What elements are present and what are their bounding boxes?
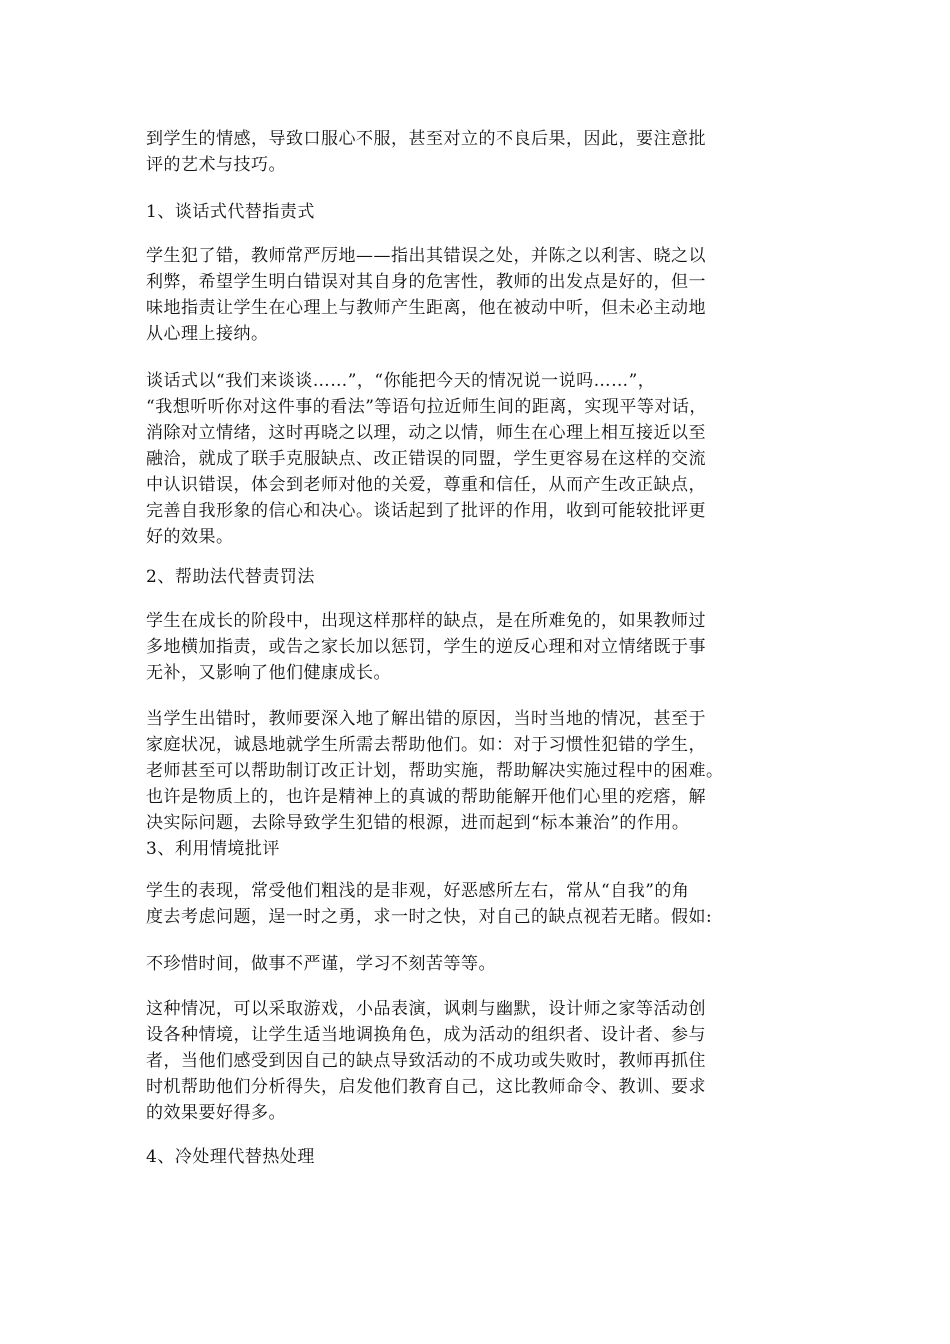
- text-line: 中认识错误，体会到老师对他的关爱，尊重和信任，从而产生改正缺点，: [146, 475, 706, 495]
- text-line: 无补，又影响了他们健康成长。: [146, 663, 391, 683]
- paragraph-section-1-b: [146, 368, 812, 550]
- paragraph-section-2-b: [146, 706, 812, 862]
- text-line: 者，当他们感受到因自己的缺点导致活动的不成功或失败时，教师再抓住: [146, 1051, 706, 1071]
- heading-section-4: [146, 1144, 812, 1170]
- text-line: 从心理上接纳。: [146, 324, 269, 344]
- section-heading: 4、冷处理代替热处理: [146, 1147, 315, 1167]
- paragraph-section-3-c: [146, 996, 812, 1126]
- text-line: 当学生出错时，教师要深入地了解出错的原因，当时当地的情况，甚至于: [146, 709, 706, 729]
- text-line: 老师甚至可以帮助制订改正计划，帮助实施，帮助解决实施过程中的困难。: [146, 761, 724, 781]
- text-line: 学生犯了错，教师常严厉地——指出其错误之处，并陈之以利害、晓之以: [146, 246, 706, 266]
- text-line: 到学生的情感，导致口服心不服，甚至对立的不良后果，因此，要注意批: [146, 129, 706, 149]
- text-line: 时机帮助他们分析得失，启发他们教育自己，这比教师命令、教训、要求: [146, 1077, 706, 1097]
- text-line: “我想听听你对这件事的看法”等语句拉近师生间的距离，实现平等对话，: [146, 397, 707, 417]
- section-heading: 1、谈话式代替指责式: [146, 202, 315, 222]
- text-line: 味地指责让学生在心理上与教师产生距离，他在被动中听，但未必主动地: [146, 298, 706, 318]
- text-line: 利弊，希望学生明白错误对其自身的危害性，教师的出发点是好的，但一: [146, 272, 706, 292]
- heading-section-2: [146, 564, 812, 590]
- text-line: 学生在成长的阶段中，出现这样那样的缺点，是在所难免的，如果教师过: [146, 611, 706, 631]
- text-line: 融洽，就成了联手克服缺点、改正错误的同盟，学生更容易在这样的交流: [146, 449, 706, 469]
- heading-section-1: [146, 199, 812, 225]
- text-line: 学生的表现，常受他们粗浅的是非观，好恶感所左右，常从“自我”的角: [146, 881, 690, 901]
- paragraph-section-1-a: [146, 243, 812, 347]
- paragraph-intro: [146, 126, 812, 178]
- text-line: 也许是物质上的，也许是精神上的真诚的帮助能解开他们心里的疙瘩，解: [146, 787, 706, 807]
- text-line: 家庭状况，诚恳地就学生所需去帮助他们。如：对于习惯性犯错的学生，: [146, 735, 706, 755]
- text-line: 度去考虑问题，逞一时之勇，求一时之快，对自己的缺点视若无睹。假如:: [146, 907, 713, 927]
- text-line: 决实际问题，去除导致学生犯错的根源，进而起到“标本兼治”的作用。: [146, 813, 690, 833]
- text-line: 的效果要好得多。: [146, 1103, 286, 1123]
- paragraph-section-3-a: [146, 878, 812, 930]
- section-heading: 2、帮助法代替责罚法: [146, 567, 315, 587]
- paragraph-section-2-a: [146, 608, 812, 686]
- text-line: 这种情况，可以采取游戏，小品表演，讽刺与幽默，设计师之家等活动创: [146, 999, 706, 1019]
- text-line: 设各种情境，让学生适当地调换角色，成为活动的组织者、设计者、参与: [146, 1025, 706, 1045]
- paragraph-section-3-b: [146, 951, 812, 977]
- text-line: 好的效果。: [146, 527, 234, 547]
- text-line: 消除对立情绪，这时再晓之以理，动之以情，师生在心理上相互接近以至: [146, 423, 706, 443]
- text-line: 评的艺术与技巧。: [146, 155, 286, 175]
- text-line: 谈话式以“我们来谈谈……”，“你能把今天的情况说一说吗……”，: [146, 371, 656, 391]
- section-heading: 3、利用情境批评: [146, 839, 280, 859]
- text-line: 多地横加指责，或告之家长加以惩罚，学生的逆反心理和对立情绪既于事: [146, 637, 706, 657]
- text-line: 完善自我形象的信心和决心。谈话起到了批评的作用，收到可能较批评更: [146, 501, 706, 521]
- text-line: 不珍惜时间，做事不严谨，学习不刻苦等等。: [146, 954, 496, 974]
